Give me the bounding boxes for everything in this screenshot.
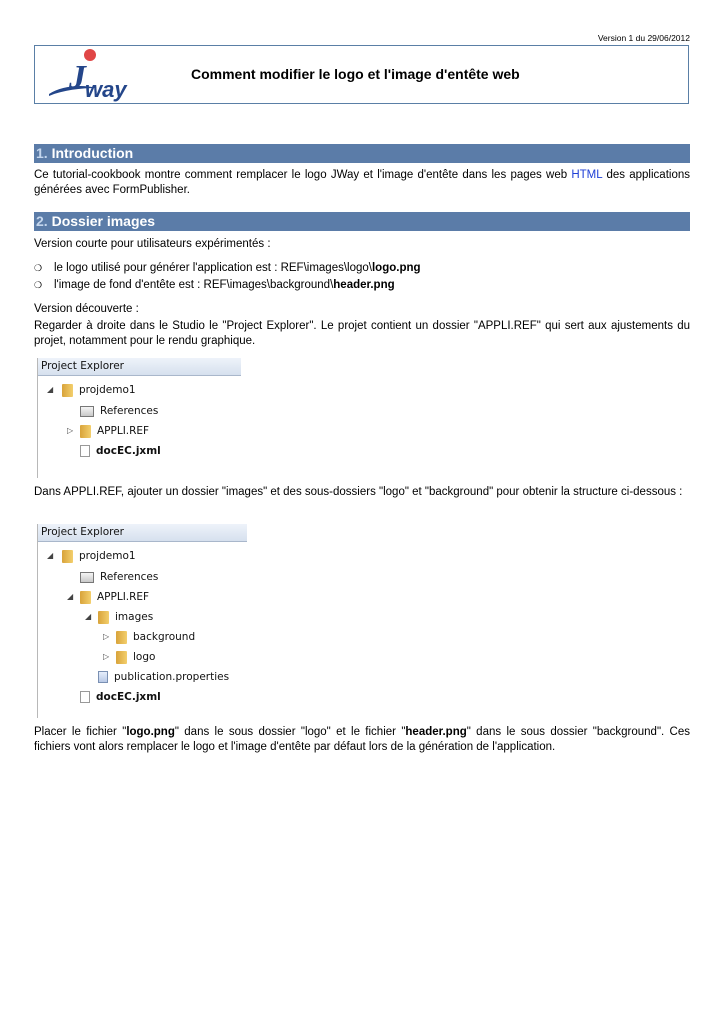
file-icon [80,445,90,457]
tree-item: publication.properties [98,669,229,685]
section-heading-dossier-images [34,212,690,231]
folder-icon [62,384,73,397]
folder-icon [80,591,91,604]
tree-item: APPLI.REF [80,589,149,605]
section-heading-introduction [34,144,690,163]
folder-icon [98,611,109,624]
expanded-icon: ◢ [47,385,54,394]
paragraph-place-files: Placer le fichier "logo.png" dans le sous dossier "logo" et le fichier "header.png" dans le sous dossier "background". Ces fichiers vont alors remplacer le logo et l'image d'entête par défaut lors de la génération de l'application. [34,726,691,753]
tree-item: logo [116,649,155,665]
list-item: ❍ l'image de fond d'entête est : REF\images\background\header.png [34,279,395,291]
folder-icon [116,631,127,644]
expanded-icon: ◢ [85,612,92,621]
jway-logo [41,48,129,102]
intro-paragraph: Ce tutorial-cookbook montre comment remplacer le logo JWay et l'image d'entête dans les pages web HTML des applications générées avec FormPublisher. [34,169,690,196]
file-icon [80,691,90,703]
references-icon [80,406,94,417]
collapsed-icon: ▷ [103,632,110,641]
tree-item: APPLI.REF [80,423,149,439]
project-explorer-screenshot-2 [37,524,247,718]
references-icon [80,572,94,583]
folder-icon [62,550,73,563]
discovery-label: Version découverte : [34,303,139,315]
tree-item: background [116,629,195,645]
logo-text: way [85,77,127,102]
list-item: ❍ le logo utilisé pour générer l'application est : REF\images\logo\logo.png [34,262,421,274]
short-version-label: Version courte pour utilisateurs expérimentés : [34,238,271,250]
project-explorer-screenshot-1 [37,358,241,478]
tree-item: References [80,569,158,585]
bullet-icon: ❍ [34,280,43,290]
tree-item: images [98,609,153,625]
tree-item: projdemo1 [62,382,136,398]
paragraph-project-explorer: Regarder à droite dans le Studio le "Project Explorer". Le projet contient un dossier "APPLI.REF" qui sert aux ajustements du projet, notamment pour le rendu graphique. [34,320,690,347]
tree-item: References [80,403,158,419]
paragraph-add-folders: Dans APPLI.REF, ajouter un dossier "images" et des sous-dossiers "logo" et "background" pour obtenir la structure ci-dessous : [34,486,683,498]
section-label: Dossier images [51,213,156,229]
collapsed-icon: ▷ [67,426,74,435]
document-header [34,45,689,104]
folder-icon [80,425,91,438]
html-link[interactable]: HTML [571,169,603,181]
section-number: 2. [36,213,48,229]
panel-title: Project Explorer [38,358,241,376]
version-line: Version 1 du 29/06/2012 [597,33,690,43]
tree-item: docEC.jxml [80,689,161,705]
section-label: Introduction [51,145,134,161]
tree-item: docEC.jxml [80,443,161,459]
collapsed-icon: ▷ [103,652,110,661]
panel-title: Project Explorer [38,524,247,542]
expanded-icon: ◢ [67,592,74,601]
bullet-icon: ❍ [34,263,43,273]
expanded-icon: ◢ [47,551,54,560]
logo-letter: J [69,59,86,96]
section-number: 1. [36,145,48,161]
page-title: Comment modifier le logo et l'image d'entête web [191,66,520,82]
properties-file-icon [98,671,108,683]
folder-icon [116,651,127,664]
tree-item: projdemo1 [62,548,136,564]
